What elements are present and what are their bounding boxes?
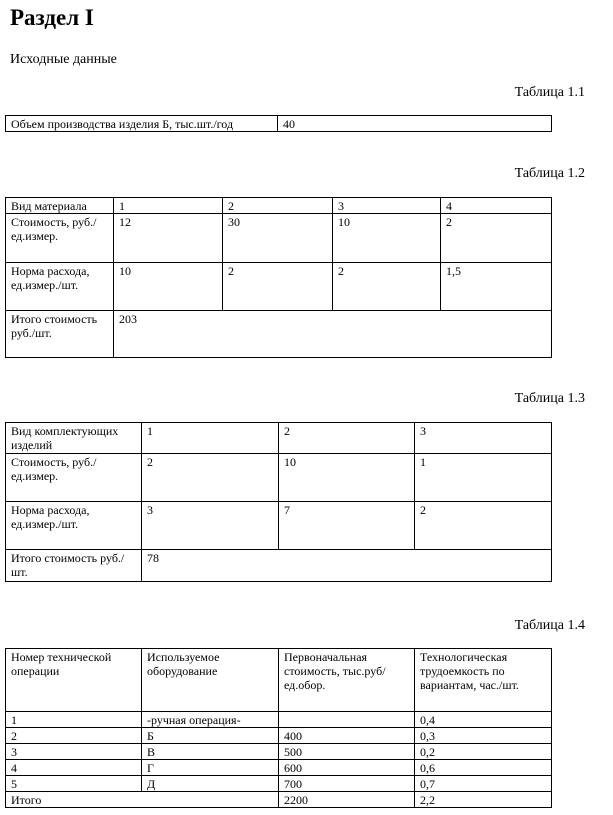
table-cell: 4 xyxy=(6,760,142,776)
table-row xyxy=(6,728,552,744)
table-cell: Д xyxy=(142,776,279,792)
table-total-value: 203 xyxy=(114,311,552,358)
table-header-cell: Используемое оборудование xyxy=(142,649,279,712)
table-cell: Стоимость, руб./ед.измер. xyxy=(6,454,142,502)
table-row xyxy=(6,198,552,214)
table-cell: Норма расхода, ед.измер./шт. xyxy=(6,502,142,550)
table-cell: -ручная операция- xyxy=(142,712,279,728)
table-1-3-caption: Таблица 1.3 xyxy=(514,391,585,406)
table-1-4 xyxy=(5,648,552,808)
table-cell: 30 xyxy=(223,214,333,263)
table-cell: Б xyxy=(142,728,279,744)
table-cell: Норма расхода, ед.измер./шт. xyxy=(6,263,114,311)
table-cell: 1 xyxy=(6,712,142,728)
table-cell: 2 xyxy=(142,454,279,502)
table-cell: 7 xyxy=(279,502,415,550)
production-volume-label: Объем производства изделия Б, тыс.шт./год xyxy=(6,116,278,132)
table-1-2-caption: Таблица 1.2 xyxy=(514,166,585,181)
table-row xyxy=(6,263,552,311)
table-cell: 0,6 xyxy=(415,760,552,776)
table-header-cell: Технологическая трудоемкость по вариантам, час./шт. xyxy=(415,649,552,712)
table-cell xyxy=(279,712,415,728)
table-cell: 0,3 xyxy=(415,728,552,744)
table-cell: 10 xyxy=(333,214,441,263)
table-row xyxy=(6,214,552,263)
table-cell: 12 xyxy=(114,214,223,263)
table-row xyxy=(6,454,552,502)
table-cell: 10 xyxy=(114,263,223,311)
table-cell: Стоимость, руб./ед.измер. xyxy=(6,214,114,263)
table-cell: 600 xyxy=(279,760,415,776)
table-row xyxy=(6,744,552,760)
table-cell: 2 xyxy=(279,423,415,454)
table-cell: Вид материала xyxy=(6,198,114,214)
table-cell: 2 xyxy=(223,263,333,311)
table-1-2 xyxy=(5,197,552,358)
table-total-time: 2,2 xyxy=(415,792,552,808)
table-row xyxy=(6,550,552,582)
table-1-1-caption: Таблица 1.1 xyxy=(514,85,585,100)
table-total-label: Итого стоимость руб./шт. xyxy=(6,311,114,358)
table-cell: 4 xyxy=(441,198,552,214)
table-header-cell: Первоначальная стоимость, тыс.руб/ед.обор. xyxy=(279,649,415,712)
table-cell: В xyxy=(142,744,279,760)
table-1-4-caption: Таблица 1.4 xyxy=(514,618,585,633)
table-cell: 0,2 xyxy=(415,744,552,760)
table-header-cell: Номер технической операции xyxy=(6,649,142,712)
table-total-label: Итого стоимость руб./шт. xyxy=(6,550,142,582)
section-subtitle: Исходные данные xyxy=(10,52,117,67)
table-row xyxy=(6,423,552,454)
table-total-label: Итого xyxy=(6,792,279,808)
table-cell: 3 xyxy=(415,423,552,454)
production-volume-value: 40 xyxy=(278,116,552,132)
table-1-3 xyxy=(5,422,552,582)
table-cell: 500 xyxy=(279,744,415,760)
table-total-value: 78 xyxy=(142,550,552,582)
table-cell: 2 xyxy=(223,198,333,214)
table-1-1 xyxy=(5,115,552,132)
table-row xyxy=(6,502,552,550)
table-row xyxy=(6,792,552,808)
table-cell: 700 xyxy=(279,776,415,792)
table-cell: 10 xyxy=(279,454,415,502)
table-cell: 5 xyxy=(6,776,142,792)
table-cell: 3 xyxy=(142,502,279,550)
table-row xyxy=(6,311,552,358)
table-cell: 3 xyxy=(333,198,441,214)
table-header-row xyxy=(6,649,552,712)
table-row xyxy=(6,760,552,776)
table-cell: 2 xyxy=(333,263,441,311)
table-cell: 1 xyxy=(415,454,552,502)
table-row xyxy=(6,712,552,728)
table-cell: 1 xyxy=(114,198,223,214)
table-cell: 1,5 xyxy=(441,263,552,311)
table-cell: 2 xyxy=(6,728,142,744)
table-cell: 0,7 xyxy=(415,776,552,792)
page-title: Раздел I xyxy=(10,5,94,30)
table-total-cost: 2200 xyxy=(279,792,415,808)
table-row xyxy=(6,776,552,792)
table-cell: 2 xyxy=(415,502,552,550)
table-cell: Вид комплектующих изделий xyxy=(6,423,142,454)
table-cell: 3 xyxy=(6,744,142,760)
table-cell: 2 xyxy=(441,214,552,263)
table-cell: 1 xyxy=(142,423,279,454)
table-cell: 0,4 xyxy=(415,712,552,728)
table-cell: 400 xyxy=(279,728,415,744)
table-cell: Г xyxy=(142,760,279,776)
